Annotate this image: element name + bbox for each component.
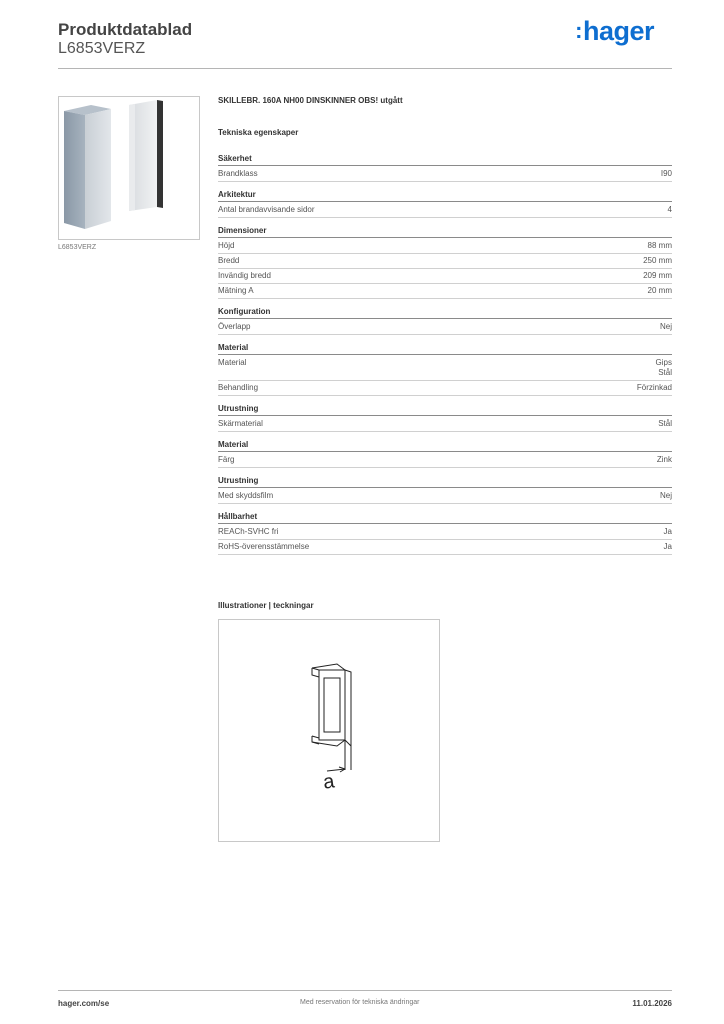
spec-group-title: Utrustning: [218, 403, 672, 416]
spec-label: Invändig bredd: [218, 271, 271, 280]
spec-values: [658, 419, 672, 429]
spec-label: Mätning A: [218, 286, 254, 295]
spec-values: [648, 286, 672, 296]
spec-label: Brandklass: [218, 169, 258, 178]
spec-group: [218, 439, 672, 468]
spec-values: [660, 491, 672, 501]
spec-row: [218, 203, 672, 218]
product-photo: [58, 96, 200, 240]
spec-group-title: Material: [218, 342, 672, 355]
spec-value: 88 mm: [647, 241, 672, 250]
spec-value: Zink: [656, 455, 672, 464]
spec-value: 209 mm: [643, 271, 672, 280]
product-code: L6853VERZ: [58, 40, 146, 57]
spec-label: RoHS-överensstämmelse: [218, 542, 310, 551]
dimension-label: a: [321, 770, 336, 794]
logo-text: hager: [582, 16, 654, 46]
spec-label: Bredd: [218, 256, 240, 265]
spec-row: [218, 239, 672, 254]
header-divider: [58, 68, 672, 69]
footer-divider: [58, 990, 672, 991]
spec-row: [218, 540, 672, 555]
spec-label: Antal brandavvisande sidor: [218, 205, 315, 214]
spec-group-title: Arkitektur: [218, 189, 672, 202]
spec-groups: [218, 153, 672, 555]
spec-value: 20 mm: [647, 286, 672, 295]
spec-value: Gips: [655, 358, 672, 367]
spec-group-title: Dimensioner: [218, 225, 672, 238]
spec-row: [218, 356, 672, 381]
spec-group-title: Konfiguration: [218, 306, 672, 319]
spec-values: [643, 256, 672, 266]
spec-row: [218, 167, 672, 182]
spec-group-title: Utrustning: [218, 475, 672, 488]
spec-values: [657, 455, 672, 465]
page-title: Produktdatablad: [58, 20, 193, 39]
spec-row: [218, 269, 672, 284]
spec-group: [218, 225, 672, 299]
spec-group: [218, 511, 672, 555]
spec-row: [218, 254, 672, 269]
spec-value: Ja: [663, 542, 672, 551]
spec-value: Nej: [659, 491, 672, 500]
spec-label: Överlapp: [218, 322, 251, 331]
spec-value: 250 mm: [643, 256, 672, 265]
spec-values: [664, 527, 672, 537]
spec-label: Med skyddsfilm: [218, 491, 274, 500]
spec-label: Skärmaterial: [218, 419, 263, 428]
spec-group-title: Säkerhet: [218, 153, 672, 166]
spec-row: [218, 525, 672, 540]
spec-group: [218, 153, 672, 182]
spec-value: Stål: [658, 368, 672, 377]
spec-value: I90: [660, 169, 672, 178]
spec-values: [643, 271, 672, 281]
spec-group-title: Material: [218, 439, 672, 452]
footer-date: 11.01.2026: [632, 999, 672, 1008]
spec-group: [218, 403, 672, 432]
spec-row: [218, 381, 672, 396]
spec-row: [218, 284, 672, 299]
spec-label: Behandling: [218, 383, 259, 392]
spec-values: [656, 358, 672, 378]
illustrations-title: Illustrationer | teckningar: [218, 601, 314, 610]
spec-row: [218, 417, 672, 432]
spec-group: [218, 475, 672, 504]
spec-value: Stål: [658, 419, 672, 428]
product-image-icon: [59, 97, 199, 239]
footer-note: Med reservation för tekniska ändringar: [300, 999, 420, 1006]
spec-group: [218, 306, 672, 335]
hager-logo: [575, 16, 654, 47]
spec-values: [668, 205, 672, 215]
specs-content: [218, 96, 672, 562]
spec-label: Färg: [218, 455, 235, 464]
spec-value: Ja: [663, 527, 672, 536]
logo-dots-icon: :: [575, 18, 582, 43]
spec-values: [648, 241, 672, 251]
spec-row: [218, 489, 672, 504]
spec-values: [660, 322, 672, 332]
spec-label: REACh-SVHC fri: [218, 527, 279, 536]
dimension-drawing: [219, 620, 439, 841]
spec-row: [218, 320, 672, 335]
spec-row: [218, 453, 672, 468]
spec-group: [218, 189, 672, 218]
footer-website: hager.com/se: [58, 999, 110, 1008]
spec-value: Nej: [659, 322, 672, 331]
spec-group-title: Hållbarhet: [218, 511, 672, 524]
illustration-box: [218, 619, 440, 842]
product-title: SKILLEBR. 160A NH00 DINSKINNER OBS! utgått: [218, 96, 403, 105]
spec-value: 4: [667, 205, 672, 214]
spec-values: [637, 383, 672, 393]
section-title: Tekniska egenskaper: [218, 128, 299, 137]
spec-label: Material: [218, 358, 247, 367]
spec-label: Höjd: [218, 241, 235, 250]
spec-values: [664, 542, 672, 552]
spec-values: [661, 169, 672, 179]
photo-caption: L6853VERZ: [58, 244, 97, 251]
spec-value: Förzinkad: [636, 383, 672, 392]
spec-group: [218, 342, 672, 396]
